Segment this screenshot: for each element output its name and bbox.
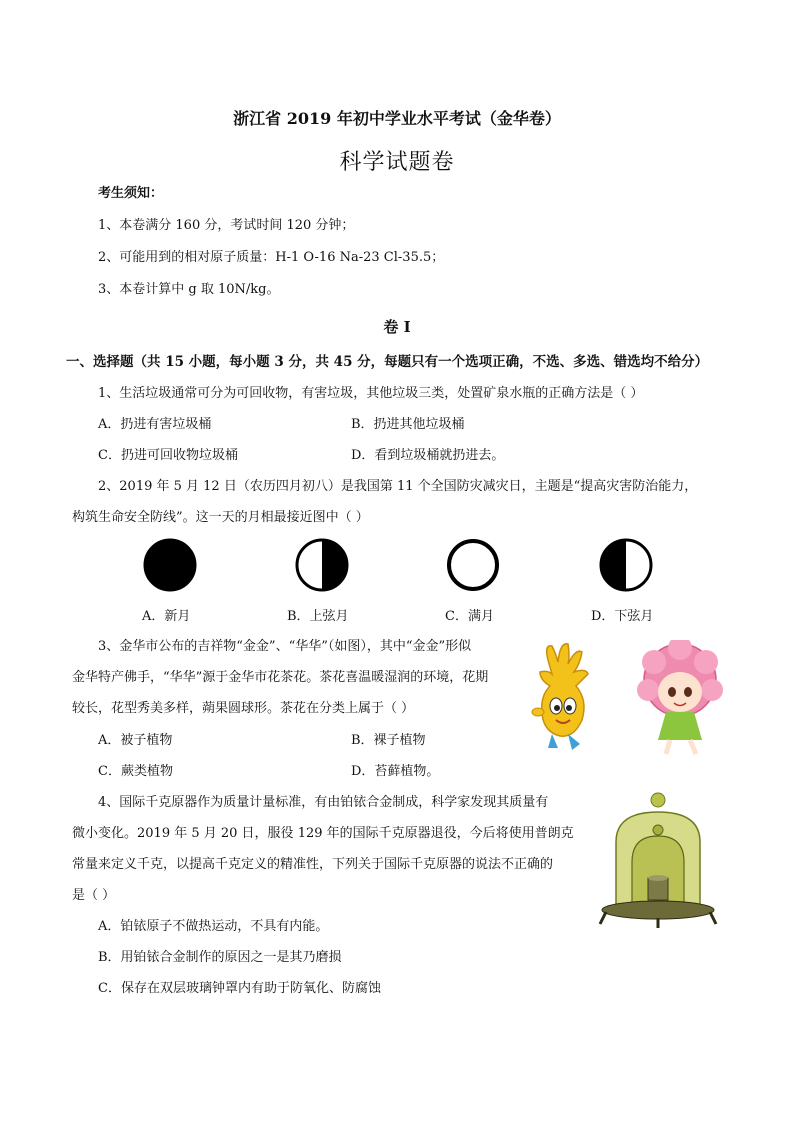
q4-option-a: A．铂铱原子不做热运动，不具有内能。 — [98, 919, 329, 934]
q4-option-c: C．保存在双层玻璃钟罩内有助于防氧化、防腐蚀 — [98, 981, 381, 996]
q2-option-d: D．下弦月 — [591, 609, 654, 624]
q4-stem-line1: 4、国际千克原器作为质量计量标准，有由铂铱合金制成，科学家发现其质量有 — [98, 795, 549, 810]
q4-option-b: B．用铂铱合金制作的原因之一是其乃磨损 — [98, 950, 342, 965]
q3-option-b: B．裸子植物 — [351, 733, 426, 748]
q3-stem-line1: 3、金华市公布的吉祥物“金金”、“华华”（如图），其中“金金”形似 — [98, 639, 472, 654]
q2-option-c: C．满月 — [445, 609, 494, 624]
q4-stem-line4: 是（ ） — [72, 888, 116, 903]
volume-label: 卷 I — [383, 318, 411, 336]
q1-stem: 1、生活垃圾通常可分为可回收物，有害垃圾，其他垃圾三类，处置矿泉水瓶的正确方法是（ ） — [98, 386, 644, 401]
q1-option-b: B．扔进其他垃圾桶 — [351, 417, 465, 432]
notice-heading: 考生须知： — [98, 186, 164, 201]
section-heading: 一、选择题（共 15 小题，每小题 3 分，共 45 分，每题只有一个选项正确，不选、多选、错选均不给分） — [66, 354, 709, 370]
exam-title: 浙江省 2019 年初中学业水平考试（金华卷） — [233, 109, 561, 128]
q3-stem-line2: 金华特产佛手，“华华”源于金华市花茶花。茶花喜温暖湿润的环境，花期 — [72, 670, 489, 685]
notice-item: 1、本卷满分 160 分，考试时间 120 分钟； — [98, 218, 355, 233]
first-quarter-moon-icon — [292, 537, 352, 597]
q3-stem-line3: 较长，花型秀美多样，蒴果圆球形。茶花在分类上属于（ ） — [72, 701, 415, 716]
q4-stem-line2: 微小变化。2019 年 5 月 20 日，服役 129 年的国际千克原器退役，今后将使用普朗克 — [72, 826, 574, 841]
q2-option-b: B．上弦月 — [287, 609, 349, 624]
q2-option-a: A．新月 — [142, 609, 191, 624]
full-moon-icon — [443, 537, 503, 597]
q2-stem-line2: 构筑生命安全防线”。这一天的月相最接近图中（ ） — [72, 510, 369, 525]
notice-item: 3、本卷计算中 g 取 10N/kg。 — [98, 282, 280, 297]
q3-option-c: C．蕨类植物 — [98, 764, 173, 779]
q3-option-a: A．被子植物 — [98, 733, 173, 748]
exam-subtitle: 科学试题卷 — [339, 150, 455, 175]
q1-option-a: A．扔进有害垃圾桶 — [98, 417, 212, 432]
q3-option-d: D．苔藓植物。 — [351, 764, 440, 779]
last-quarter-moon-icon — [596, 537, 656, 597]
notice-item: 2、可能用到的相对原子质量：H-1 O-16 Na-23 Cl-35.5； — [98, 250, 445, 265]
q2-stem-line1: 2、2019 年 5 月 12 日（农历四月初八）是我国第 11 个全国防灾减灾日，主题是“提高灾害防治能力， — [98, 479, 698, 494]
q4-stem-line3: 常量来定义千克，以提高千克定义的精准性，下列关于国际千克原器的说法不正确的 — [72, 857, 554, 872]
kilogram-prototype-image — [596, 790, 726, 930]
new-moon-icon — [140, 537, 200, 597]
q1-option-c: C．扔进可回收物垃圾桶 — [98, 448, 238, 463]
q1-option-d: D．看到垃圾桶就扔进去。 — [351, 448, 505, 463]
mascots-image — [530, 640, 730, 758]
